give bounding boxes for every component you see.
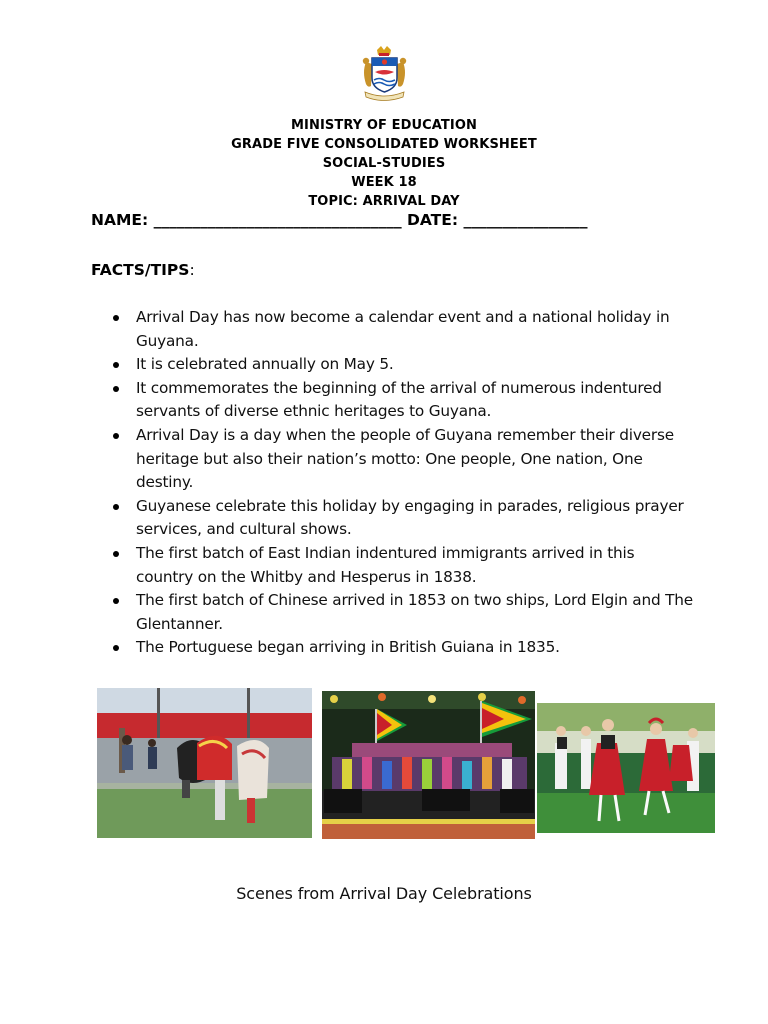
list-item-text: The Portuguese began arriving in British Guiana in 1835. — [136, 638, 560, 657]
topic-title: TOPIC: ARRIVAL DAY — [308, 194, 460, 209]
photo-caption: Scenes from Arrival Day Celebrations — [236, 884, 532, 903]
facts-heading-text: FACTS/TIPS — [91, 261, 190, 279]
date-field[interactable]: ________________ — [463, 211, 588, 229]
facts-heading-colon: : — [189, 261, 195, 279]
date-label: DATE: — [407, 211, 459, 229]
list-item-text: Arrival Day has now become a calendar event and a national holiday in Guyana. — [136, 308, 670, 350]
worksheet-title: GRADE FIVE CONSOLIDATED WORKSHEET — [231, 137, 537, 152]
list-item — [105, 306, 695, 353]
list-item-text: The first batch of Chinese arrived in 1853 on two ships, Lord Elgin and The Glentanner. — [136, 591, 693, 633]
list-item-text: Guyanese celebrate this holiday by engaging in parades, religious prayer services, and cultural shows. — [136, 496, 684, 539]
facts-heading — [91, 261, 195, 279]
list-item — [105, 542, 695, 589]
list-item-text: It commemorates the beginning of the arrival of numerous indentured servants of diverse ethnic heritages to Guyana. — [136, 378, 662, 421]
bullet-icon — [113, 551, 119, 557]
bullet-icon — [113, 386, 119, 392]
bullet-icon — [113, 433, 119, 439]
list-item — [105, 353, 695, 377]
stage-performance-photo — [322, 691, 535, 839]
name-date-row — [91, 211, 711, 229]
list-item — [105, 495, 695, 542]
bullet-icon — [113, 645, 119, 651]
name-field[interactable]: ________________________________ — [153, 211, 402, 229]
list-item — [105, 636, 695, 660]
facts-list — [105, 306, 695, 660]
bullet-icon — [113, 315, 119, 321]
coat-of-arms-logo — [357, 44, 412, 104]
bullet-icon — [113, 598, 119, 604]
list-item — [105, 589, 695, 636]
bullet-icon — [113, 362, 119, 368]
list-item-text: The first batch of East Indian indentured immigrants arrived in this country on the Whitby and Hesperus in 1838. — [136, 543, 635, 586]
name-label: NAME: — [91, 211, 149, 229]
list-item-text: Arrival Day is a day when the people of Guyana remember their diverse heritage but also their nation’s motto: One people, One nation, One destiny. — [136, 425, 674, 492]
subject-title: SOCIAL-STUDIES — [322, 156, 446, 171]
list-item — [105, 424, 695, 495]
bullet-icon — [113, 504, 119, 510]
list-item-text: It is celebrated annually on May 5. — [136, 355, 394, 374]
lion-dance-photo — [97, 688, 312, 838]
week-title: WEEK 18 — [351, 175, 417, 190]
list-item — [105, 377, 695, 424]
cultural-dance-photo — [537, 703, 715, 833]
ministry-title: MINISTRY OF EDUCATION — [291, 118, 477, 133]
document-header — [0, 116, 768, 211]
